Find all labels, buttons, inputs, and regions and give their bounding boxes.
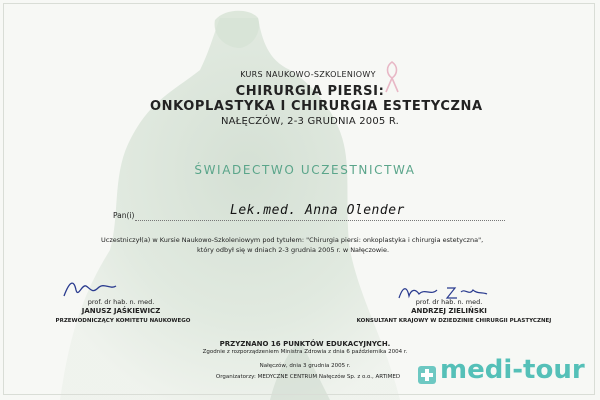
left-signatory-role: PRZEWODNICZĄCY KOMITETU NAUKOWEGO xyxy=(55,318,191,324)
course-title-line-2: ONKOPLASTYKA I CHIRURGIA ESTETYCZNA xyxy=(150,99,483,114)
body-line-2: który odbył się w dniach 2-3 grudnia 2005 r. w Nałęczowie. xyxy=(197,246,390,254)
certificate-border xyxy=(3,3,595,395)
left-signatory-name: JANUSZ JAŚKIEWICZ xyxy=(81,307,161,315)
recipient-dotted-line xyxy=(135,220,505,221)
recipient-label: Pan(i) xyxy=(113,211,135,220)
certificate-title: ŚWIADECTWO UCZESTNICTWA xyxy=(194,163,416,177)
course-place-date: NAŁĘCZÓW, 2-3 GRUDNIA 2005 R. xyxy=(220,116,400,127)
footer-regulation: Zgodnie z rozporządzeniem Ministra Zdrowia z dnia 6 października 2004 r. xyxy=(202,349,408,355)
course-title-line-1: CHIRURGIA PIERSI: xyxy=(235,84,385,99)
right-signatory-name: ANDRZEJ ZIELIŃSKI xyxy=(411,307,487,315)
body-line-1: Uczestniczył(a) w Kursie Naukowo-Szkoleniowym pod tytułem: "Chirurgia piersi: onkoplastyka i chirurgia estetyczna", xyxy=(101,236,484,244)
right-signatory-degree: prof. dr hab. n. med. xyxy=(415,298,483,306)
recipient-name: Lek.med. Anna Olender xyxy=(230,203,405,218)
footer-organizers: Organizatorzy: MEDYCZNE CENTRUM Nałęczów Sp. z o.o., ARTIMED xyxy=(215,374,401,380)
right-signatory-role: KONSULTANT KRAJOWY W DZIEDZINIE CHIRURGII PLASTYCZNEJ xyxy=(356,318,552,324)
course-type: KURS NAUKOWO-SZKOLENIOWY xyxy=(240,70,376,79)
left-signatory-degree: prof. dr hab. n. med. xyxy=(87,298,155,306)
left-signature-mark xyxy=(60,278,120,300)
education-points: PRZYZNANO 16 PUNKTÓW EDUKACYJNYCH. xyxy=(219,340,391,348)
medi-tour-watermark: medi-tour xyxy=(440,355,585,385)
footer-date: Nałęczów, dnia 3 grudnia 2005 r. xyxy=(259,363,351,369)
